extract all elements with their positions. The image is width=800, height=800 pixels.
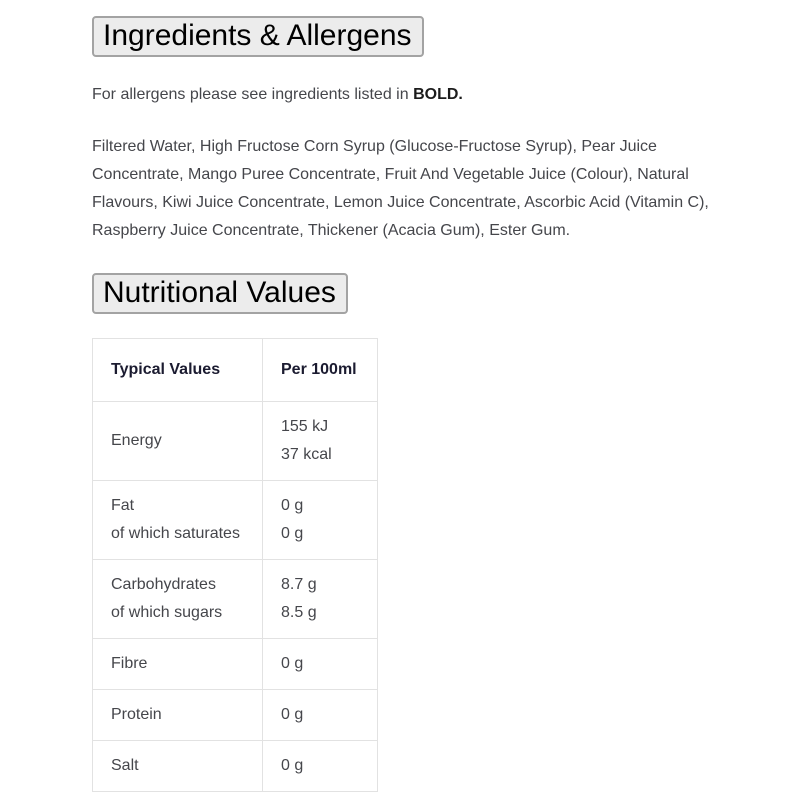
nutrition-table: [92, 338, 378, 792]
ingredients-heading: Ingredients & Allergens: [92, 16, 424, 57]
nutrient-value-cell: [263, 741, 378, 792]
nutrition-table-body: [93, 402, 378, 792]
nutrition-table-head: [93, 339, 378, 402]
nutrient-value-cell: [263, 690, 378, 741]
table-row: [93, 560, 378, 639]
table-row: [93, 639, 378, 690]
nutrient-label: Carbohydrates: [111, 576, 216, 593]
table-header-row: [93, 339, 378, 402]
nutrient-label-cell: [93, 639, 263, 690]
nutrient-label: of which saturates: [111, 525, 240, 542]
nutrient-label-cell: [93, 690, 263, 741]
nutrient-label-cell: [93, 481, 263, 560]
nutrient-label: Salt: [111, 757, 139, 774]
nutrient-label-cell: [93, 560, 263, 639]
table-row: [93, 741, 378, 792]
nutritional-values-heading: Nutritional Values: [92, 273, 348, 314]
nutrient-value-cell: [263, 639, 378, 690]
nutrient-value-cell: [263, 481, 378, 560]
table-row: [93, 690, 378, 741]
nutrient-value: 8.7 g: [281, 576, 317, 593]
nutrient-value: 0 g: [281, 655, 304, 672]
nutrient-value-cell: [263, 402, 378, 481]
nutrient-value: 0 g: [281, 706, 304, 723]
column-header-per-100ml: Per 100ml: [263, 339, 378, 402]
nutrient-value: 0 g: [281, 757, 304, 774]
nutrient-label-cell: [93, 402, 263, 481]
allergen-note-bold: BOLD.: [413, 86, 463, 103]
nutrient-label: Fat: [111, 497, 135, 514]
column-header-typical-values: Typical Values: [93, 339, 263, 402]
nutrient-value: 155 kJ: [281, 418, 329, 435]
nutrient-label: Protein: [111, 706, 162, 723]
table-row: [93, 402, 378, 481]
nutrient-label: of which sugars: [111, 604, 223, 621]
nutrient-value-cell: [263, 560, 378, 639]
allergen-note: [92, 81, 740, 109]
nutrient-value: 37 kcal: [281, 446, 332, 463]
allergen-note-text: For allergens please see ingredients listed in: [92, 86, 414, 103]
nutrient-label: Fibre: [111, 655, 148, 672]
ingredients-list: Filtered Water, High Fructose Corn Syrup (Glucose-Fructose Syrup), Pear Juice Concentrate, Mango Puree Concentrate, Fruit And Vegetable Juice (Colour), Natural Flavours, Kiwi Juice Concentrate, Lemon Juice Concentrate, Ascorbic Acid (Vitamin C), Raspberry Juice Concentrate, Thickener (Acacia Gum), Ester Gum.: [92, 138, 709, 239]
nutrient-value: 0 g: [281, 525, 304, 542]
table-row: [93, 481, 378, 560]
nutrient-label: Energy: [111, 432, 162, 449]
nutrient-value: 0 g: [281, 497, 304, 514]
nutrient-value: 8.5 g: [281, 604, 317, 621]
nutrient-label-cell: [93, 741, 263, 792]
